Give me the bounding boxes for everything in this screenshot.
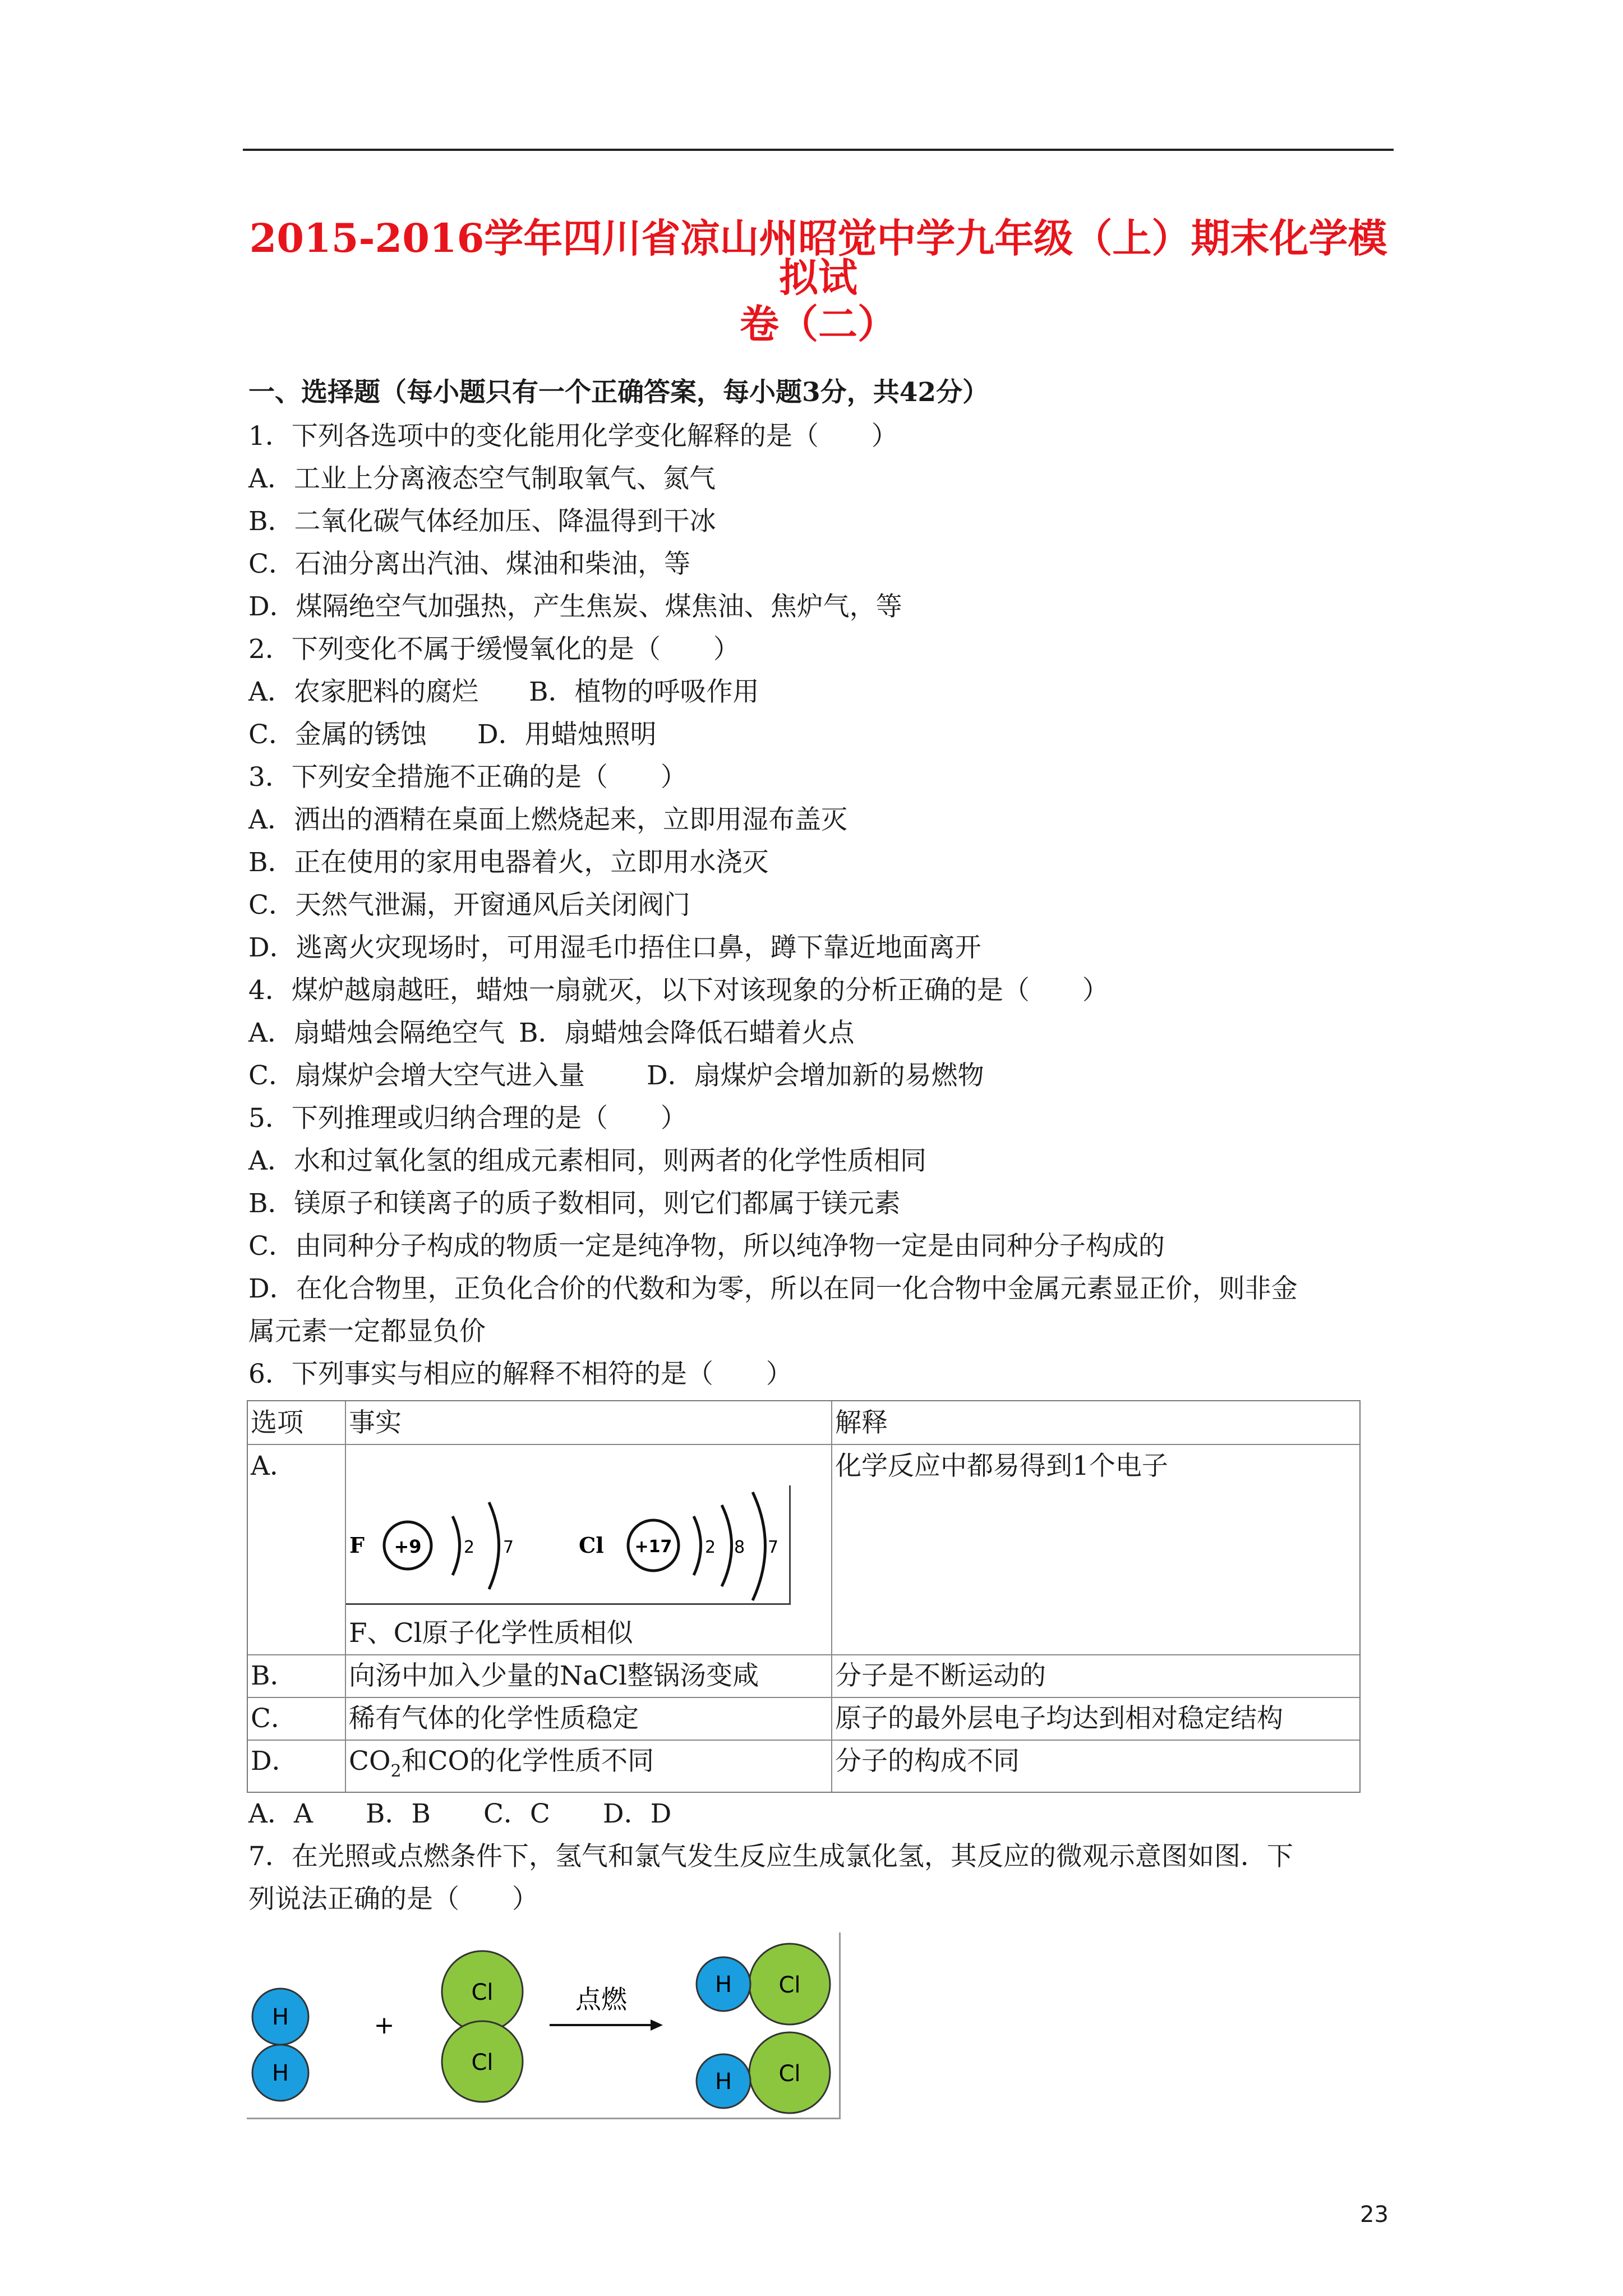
f-shell-1-count: 2: [464, 1538, 475, 1557]
header-rule: [243, 149, 1394, 151]
cl-symbol: Cl: [579, 1533, 604, 1558]
q3-option-d: D．逃离火灾现场时，可用湿毛巾捂住口鼻，蹲下靠近地面离开: [248, 932, 981, 963]
q3-stem: 3．下列安全措施不正确的是（ ）: [248, 762, 687, 793]
q4-stem: 4．煤炉越扇越旺，蜡烛一扇就灭，以下对该现象的分析正确的是（ ）: [248, 975, 1109, 1006]
q4-options-ab: [248, 1020, 1398, 1046]
cl-shell-1-count: 2: [705, 1538, 716, 1557]
cl-shell-3-count: 7: [768, 1538, 779, 1557]
q4-options-cd: [248, 1062, 1398, 1089]
cl-atom-label: Cl: [471, 1980, 494, 2005]
table-col-divider: [831, 1401, 832, 1792]
row-d-option: D．: [251, 1746, 298, 1777]
q2-options-ab: [248, 679, 1398, 705]
q7-stem-line2: 列说法正确的是（ ）: [248, 1884, 538, 1915]
section-heading: 一、选择题（每小题只有一个正确答案，每小题3分，共42分）: [248, 377, 989, 408]
row-a-option: A．: [251, 1451, 296, 1481]
co2-formula: CO: [349, 1746, 391, 1777]
h-atom-label: H: [271, 2060, 289, 2086]
reaction-arrow-head: [651, 2019, 663, 2031]
q5-stem: 5．下列推理或归纳合理的是（ ）: [248, 1103, 687, 1134]
q2-options-cd: [248, 721, 1398, 748]
q1-option-b: B．二氧化碳气体经加压、降温得到干冰: [248, 506, 716, 537]
page-number: 23: [1360, 2202, 1389, 2228]
row-d-explanation: 分子的构成不同: [835, 1746, 1020, 1777]
plus-sign: +: [374, 2011, 395, 2040]
row-a-explanation: 化学反应中都易得到1个电子: [835, 1451, 1168, 1481]
row-b-explanation: 分子是不断运动的: [835, 1660, 1046, 1691]
q3-option-c: C．天然气泄漏，开窗通风后关闭阀门: [248, 890, 690, 921]
table-header-option: 选项: [251, 1407, 303, 1438]
h-atom-label: H: [714, 1972, 732, 1998]
row-b-fact: 向汤中加入少量的NaCl整锅汤变咸: [349, 1660, 759, 1691]
q2-option-b: B．植物的呼吸作用: [528, 677, 759, 707]
q1-option-c: C．石油分离出汽油、煤油和柴油，等: [248, 549, 690, 579]
reaction-diagram: [247, 1932, 841, 2119]
q6-stem: 6．下列事实与相应的解释不相符的是（ ）: [248, 1359, 792, 1389]
row-d-fact-rest: 和CO的化学性质不同: [401, 1746, 654, 1777]
q5-option-b: B．镁原子和镁离子的质子数相同，则它们都属于镁元素: [248, 1188, 901, 1219]
row-a-fact: F、Cl原子化学性质相似: [349, 1618, 633, 1649]
q4-option-b: B．扇蜡烛会降低石蜡着火点: [518, 1018, 855, 1048]
row-d-fact: [349, 1746, 654, 1781]
h-atom-label: H: [714, 2069, 732, 2095]
row-b-option: B．: [251, 1660, 297, 1691]
q5-option-d-line1: D．在化合物里，正负化合价的代数和为零，所以在同一化合物中金属元素显正价，则非金: [248, 1273, 1298, 1304]
q2-option-d: D．用蜡烛照明: [477, 719, 657, 750]
q3-option-b: B．正在使用的家用电器着火，立即用水浇灭: [248, 847, 769, 878]
q4-option-c: C．扇煤炉会增大空气进入量: [248, 1060, 585, 1091]
q4-option-a: A．扇蜡烛会隔绝空气: [248, 1018, 505, 1048]
q1-option-a: A．工业上分离液态空气制取氧气、氮气: [248, 463, 716, 494]
cl-atom-label: Cl: [778, 2061, 801, 2087]
cl-nucleus-charge: +17: [634, 1537, 672, 1557]
reaction-condition: 点燃: [575, 1984, 627, 2014]
h-atom-label: H: [271, 2004, 289, 2030]
cl-shell-arc-2: [722, 1505, 732, 1586]
table-header-fact: 事实: [349, 1407, 402, 1438]
row-c-option: C．: [251, 1703, 297, 1734]
q6-answers: A．A B．B C．C D．D: [248, 1798, 672, 1829]
q4-option-d: D．扇煤炉会增加新的易燃物: [646, 1060, 984, 1091]
f-symbol: F: [349, 1533, 365, 1558]
q7-stem-line1: 7．在光照或点燃条件下，氢气和氯气发生反应生成氯化氢，其反应的微观示意图如图．下: [248, 1841, 1293, 1872]
atom-structure-svg: [346, 1485, 789, 1603]
table-header-explanation: 解释: [835, 1407, 888, 1438]
table-row-divider: [248, 1697, 1359, 1698]
q5-option-a: A．水和过氧化氢的组成元素相同，则两者的化学性质相同: [248, 1145, 926, 1176]
cl-shell-arc-1: [694, 1516, 701, 1575]
q1-option-d: D．煤隔绝空气加强热，产生焦炭、煤焦油、焦炉气，等: [248, 591, 902, 622]
table-row-divider: [248, 1444, 1359, 1445]
q2-option-a: A．农家肥料的腐烂: [248, 677, 478, 707]
f-shell-2-count: 7: [503, 1538, 514, 1557]
page-title-line2: 卷（二）: [740, 301, 897, 347]
cl-shell-arc-3: [753, 1492, 766, 1600]
cl-shell-2-count: 8: [734, 1538, 745, 1557]
atomic-structure-diagram: [346, 1485, 791, 1605]
cl-atom-label: Cl: [778, 1972, 801, 1998]
row-c-explanation: 原子的最外层电子均达到相对稳定结构: [835, 1703, 1283, 1734]
q1-stem: 1．下列各选项中的变化能用化学变化解释的是（ ）: [248, 421, 898, 452]
co2-subscript: 2: [390, 1761, 402, 1781]
q5-option-d-line2: 属元素一定都显负价: [248, 1316, 486, 1347]
f-shell-arc-1: [453, 1516, 460, 1575]
page-title-line1: 2015-2016学年四川省凉山州昭觉中学九年级（上）期末化学模拟试: [249, 215, 1387, 301]
cl-atom-label: Cl: [471, 2050, 494, 2076]
row-c-fact: 稀有气体的化学性质稳定: [349, 1703, 639, 1734]
q6-table: [247, 1400, 1361, 1793]
table-row-divider: [248, 1654, 1359, 1655]
q5-option-c: C．由同种分子构成的物质一定是纯净物，所以纯净物一定是由同种分子构成的: [248, 1231, 1165, 1262]
q2-stem: 2．下列变化不属于缓慢氧化的是（ ）: [248, 634, 740, 665]
f-shell-arc-2: [489, 1502, 499, 1589]
q2-option-c: C．金属的锈蚀: [248, 719, 427, 750]
f-nucleus-charge: +9: [394, 1536, 422, 1557]
reaction-svg: [247, 1932, 839, 2118]
table-row-divider: [248, 1740, 1359, 1741]
q3-option-a: A．洒出的酒精在桌面上燃烧起来，立即用湿布盖灭: [248, 804, 847, 835]
